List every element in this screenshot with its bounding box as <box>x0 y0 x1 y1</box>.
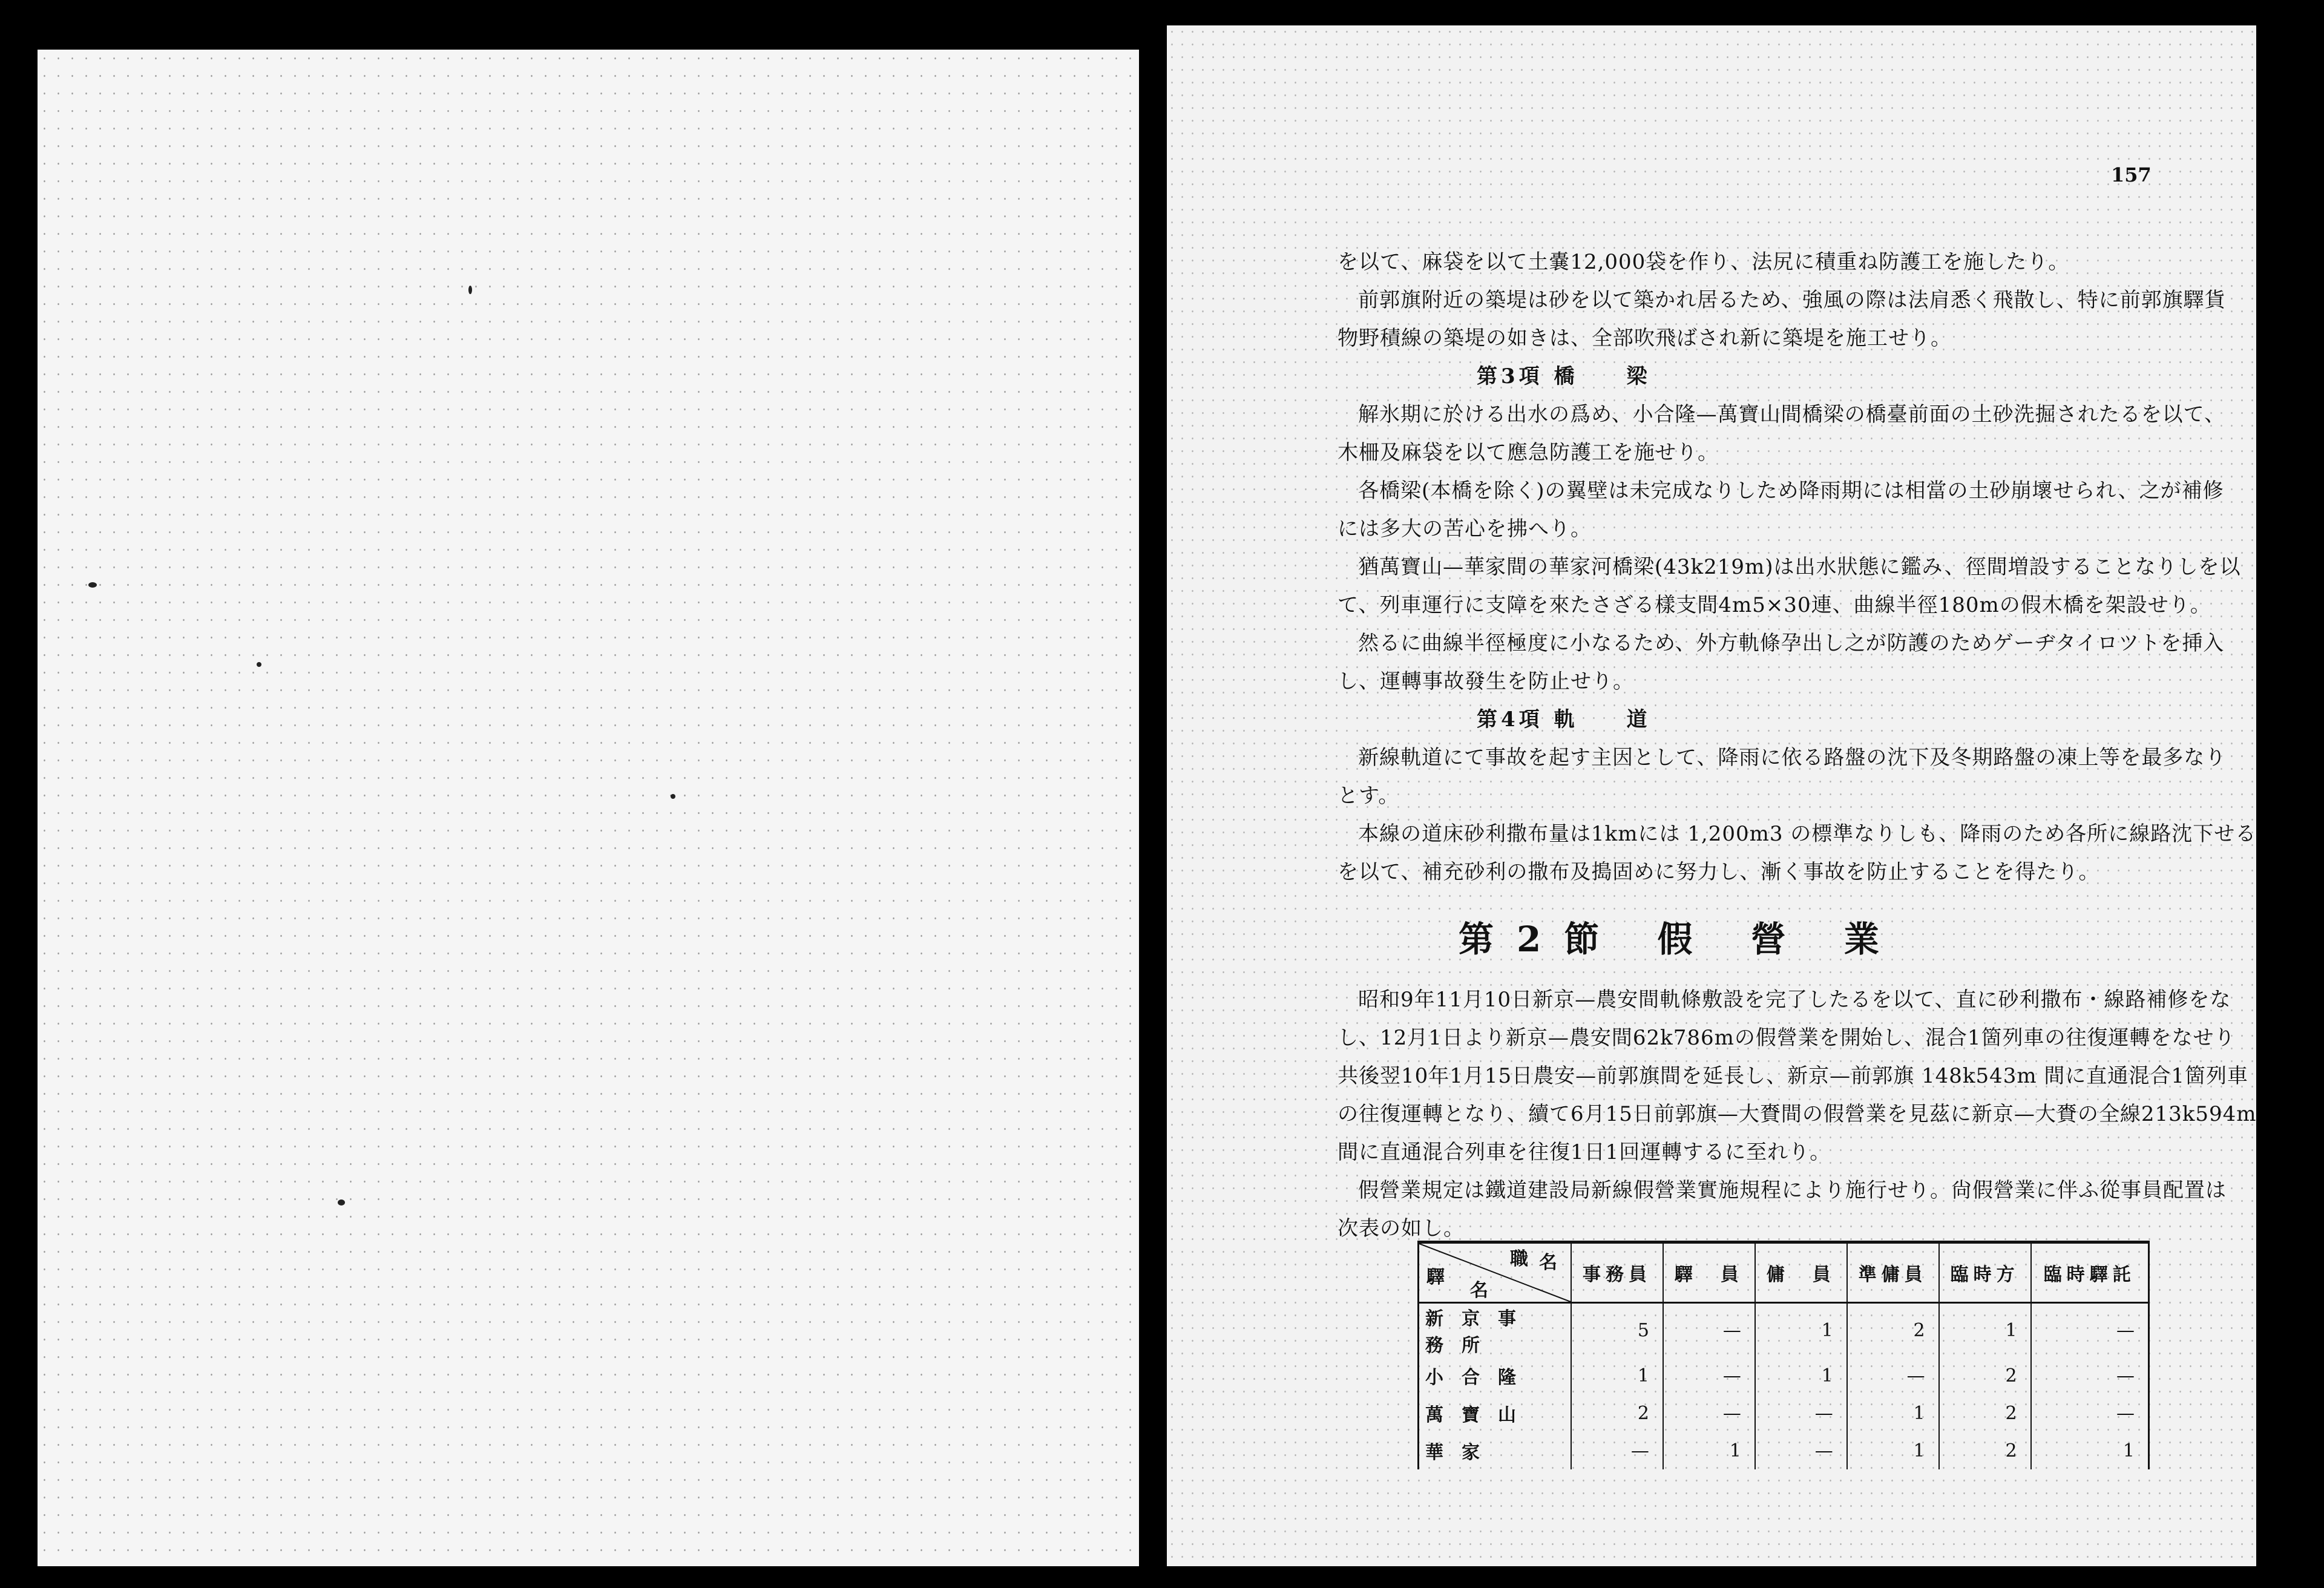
text-line: 假營業規定は鐵道建設局新線假營業實施規程により施行せり。尙假營業に伴ふ從事員配置は <box>1358 1178 2227 1202</box>
corner-label: 職 <box>1510 1248 1533 1270</box>
table-row <box>1419 1303 2149 1357</box>
table-cell: 1 <box>1847 1432 1939 1469</box>
table-cell: — <box>2031 1357 2149 1394</box>
text-line: とす。 <box>1338 784 1400 808</box>
text-line: を以て、補充砂利の撒布及搗固めに努力し、漸く事故を防止することを得たり。 <box>1338 860 2100 884</box>
ink-speck <box>257 662 261 667</box>
text-line: 猶萬寶山—華家間の華家河橋梁(43k219m)は出水狀態に鑑み、徑間増設することなりしを以 <box>1358 555 2241 579</box>
subsection-heading: 第3項 橋 梁 <box>1477 364 1651 389</box>
text-line: し、12月1日より新京—農安間62k786mの假營業を開始し、混合1箇列車の往復運轉をなせり <box>1338 1026 2236 1050</box>
table-cell: 2 <box>1939 1357 2031 1394</box>
table-cell: 1 <box>1939 1303 2031 1357</box>
table-cell: 1 <box>1847 1394 1939 1432</box>
table-cell: — <box>1755 1394 1847 1432</box>
text-line: 木柵及麻袋を以て應急防護工を施せり。 <box>1338 441 1719 465</box>
text-line: 間に直通混合列車を往復1日1回運轉するに至れり。 <box>1338 1140 1831 1164</box>
table-cell: 1 <box>1663 1432 1755 1469</box>
text-line: 新線軌道にて事故を起す主因として、降雨に依る路盤の沈下及冬期路盤の凍上等を最多なり <box>1358 746 2227 770</box>
text-line: 解氷期に於ける出水の爲め、小合隆—萬寶山間橋梁の橋臺前面の土砂洗掘されたるを以て、 <box>1358 402 2225 427</box>
table-cell: — <box>1755 1432 1847 1469</box>
table-cell: 1 <box>1755 1357 1847 1394</box>
table-header-row <box>1419 1242 2149 1303</box>
body-text <box>1338 243 2257 1248</box>
table-cell: 1 <box>1571 1357 1663 1394</box>
text-line: 本線の道床砂利撒布量は1kmには 1,200m3 の標準なりしも、降雨のため各所に線路沈下せる <box>1358 822 2257 846</box>
ink-speck <box>88 582 97 588</box>
text-line: 前郭旗附近の築堤は砂を以て築かれ居るため、強風の際は法肩悉く飛散し、特に前郭旗驛貨 <box>1358 288 2226 312</box>
table-cell: — <box>1663 1357 1755 1394</box>
corner-label: 驛 <box>1426 1267 1449 1288</box>
text-line: て、列車運行に支障を來たさざる樣支間4m5×30連、曲線半徑180mの假木橋を架設せり。 <box>1338 593 2211 617</box>
text-line: 共後翌10年1月15日農安—前郭旗間を延長し、新京—前郭旗 148k543m 間に直通混合1箇列車 <box>1338 1064 2249 1088</box>
table-cell: — <box>2031 1394 2149 1432</box>
page-number: 157 <box>2111 163 2152 186</box>
text-line: の往復運轉となり、續て6月15日前郭旗—大賚間の假營業を見茲に新京—大賚の全線213k594m <box>1338 1102 2257 1126</box>
column-header: 傭 員 <box>1755 1242 1847 1303</box>
column-header: 驛 員 <box>1663 1242 1755 1303</box>
staff-table <box>1417 1241 2150 1469</box>
corner-label: 名 <box>1539 1252 1562 1273</box>
table-cell: 2 <box>1939 1394 2031 1432</box>
table-cell: 1 <box>1755 1303 1847 1357</box>
table-cell: — <box>1663 1303 1755 1357</box>
table-cell: — <box>1571 1432 1663 1469</box>
table-row <box>1419 1357 2149 1394</box>
text-line: を以て、麻袋を以て土嚢12,000袋を作り、法尻に積重ね防護工を施したり。 <box>1338 250 2070 274</box>
text-line: 各橋梁(本橋を除く)の翼壁は未完成なりしため降雨期には相當の土砂崩壞せられ、之が補修 <box>1358 479 2224 503</box>
station-name: 萬寶山 <box>1419 1394 1572 1432</box>
text-line: 次表の如し。 <box>1338 1216 1465 1241</box>
station-name: 小合隆 <box>1419 1357 1572 1394</box>
station-name: 新京事務所 <box>1419 1303 1572 1357</box>
table-corner-cell <box>1419 1242 1572 1303</box>
column-header: 準傭員 <box>1847 1242 1939 1303</box>
table-cell: 5 <box>1571 1303 1663 1357</box>
table-cell: — <box>1663 1394 1755 1432</box>
table-cell: — <box>1847 1357 1939 1394</box>
column-header: 臨時方 <box>1939 1242 2031 1303</box>
table-row <box>1419 1432 2149 1469</box>
text-line: 昭和9年11月10日新京—農安間軌條敷設を完了したるを以て、直に砂利撒布・線路補修をな <box>1358 988 2231 1012</box>
column-header: 臨時驛託 <box>2031 1242 2149 1303</box>
subsection-heading: 第4項 軌 道 <box>1477 707 1651 732</box>
table-cell: 2 <box>1939 1432 2031 1469</box>
ink-speck <box>468 286 472 294</box>
table-cell: 1 <box>2031 1432 2149 1469</box>
text-line: には多大の苦心を拂へり。 <box>1338 517 1592 541</box>
station-name: 華家 <box>1419 1432 1572 1469</box>
table-cell: 2 <box>1571 1394 1663 1432</box>
text-line: 然るに曲線半徑極度に小なるため、外方軌條孕出し之が防護のためゲーヂタイロツトを挿入 <box>1358 631 2225 655</box>
table-cell: — <box>2031 1303 2149 1357</box>
ink-speck <box>671 794 675 799</box>
column-header: 事務員 <box>1571 1242 1663 1303</box>
blank-left-page <box>38 50 1139 1566</box>
section-heading: 第2節 假 營 業 <box>1459 919 1902 960</box>
ink-speck <box>338 1199 345 1206</box>
table-row <box>1419 1394 2149 1432</box>
table-cell: 2 <box>1847 1303 1939 1357</box>
text-line: し、運轉事故發生を防止せり。 <box>1338 669 1634 694</box>
book-gutter <box>1139 24 1167 1573</box>
corner-label: 名 <box>1470 1280 1493 1301</box>
text-line: 物野積線の築堤の如きは、全部吹飛ばされ新に築堤を施工せり。 <box>1338 326 1952 350</box>
